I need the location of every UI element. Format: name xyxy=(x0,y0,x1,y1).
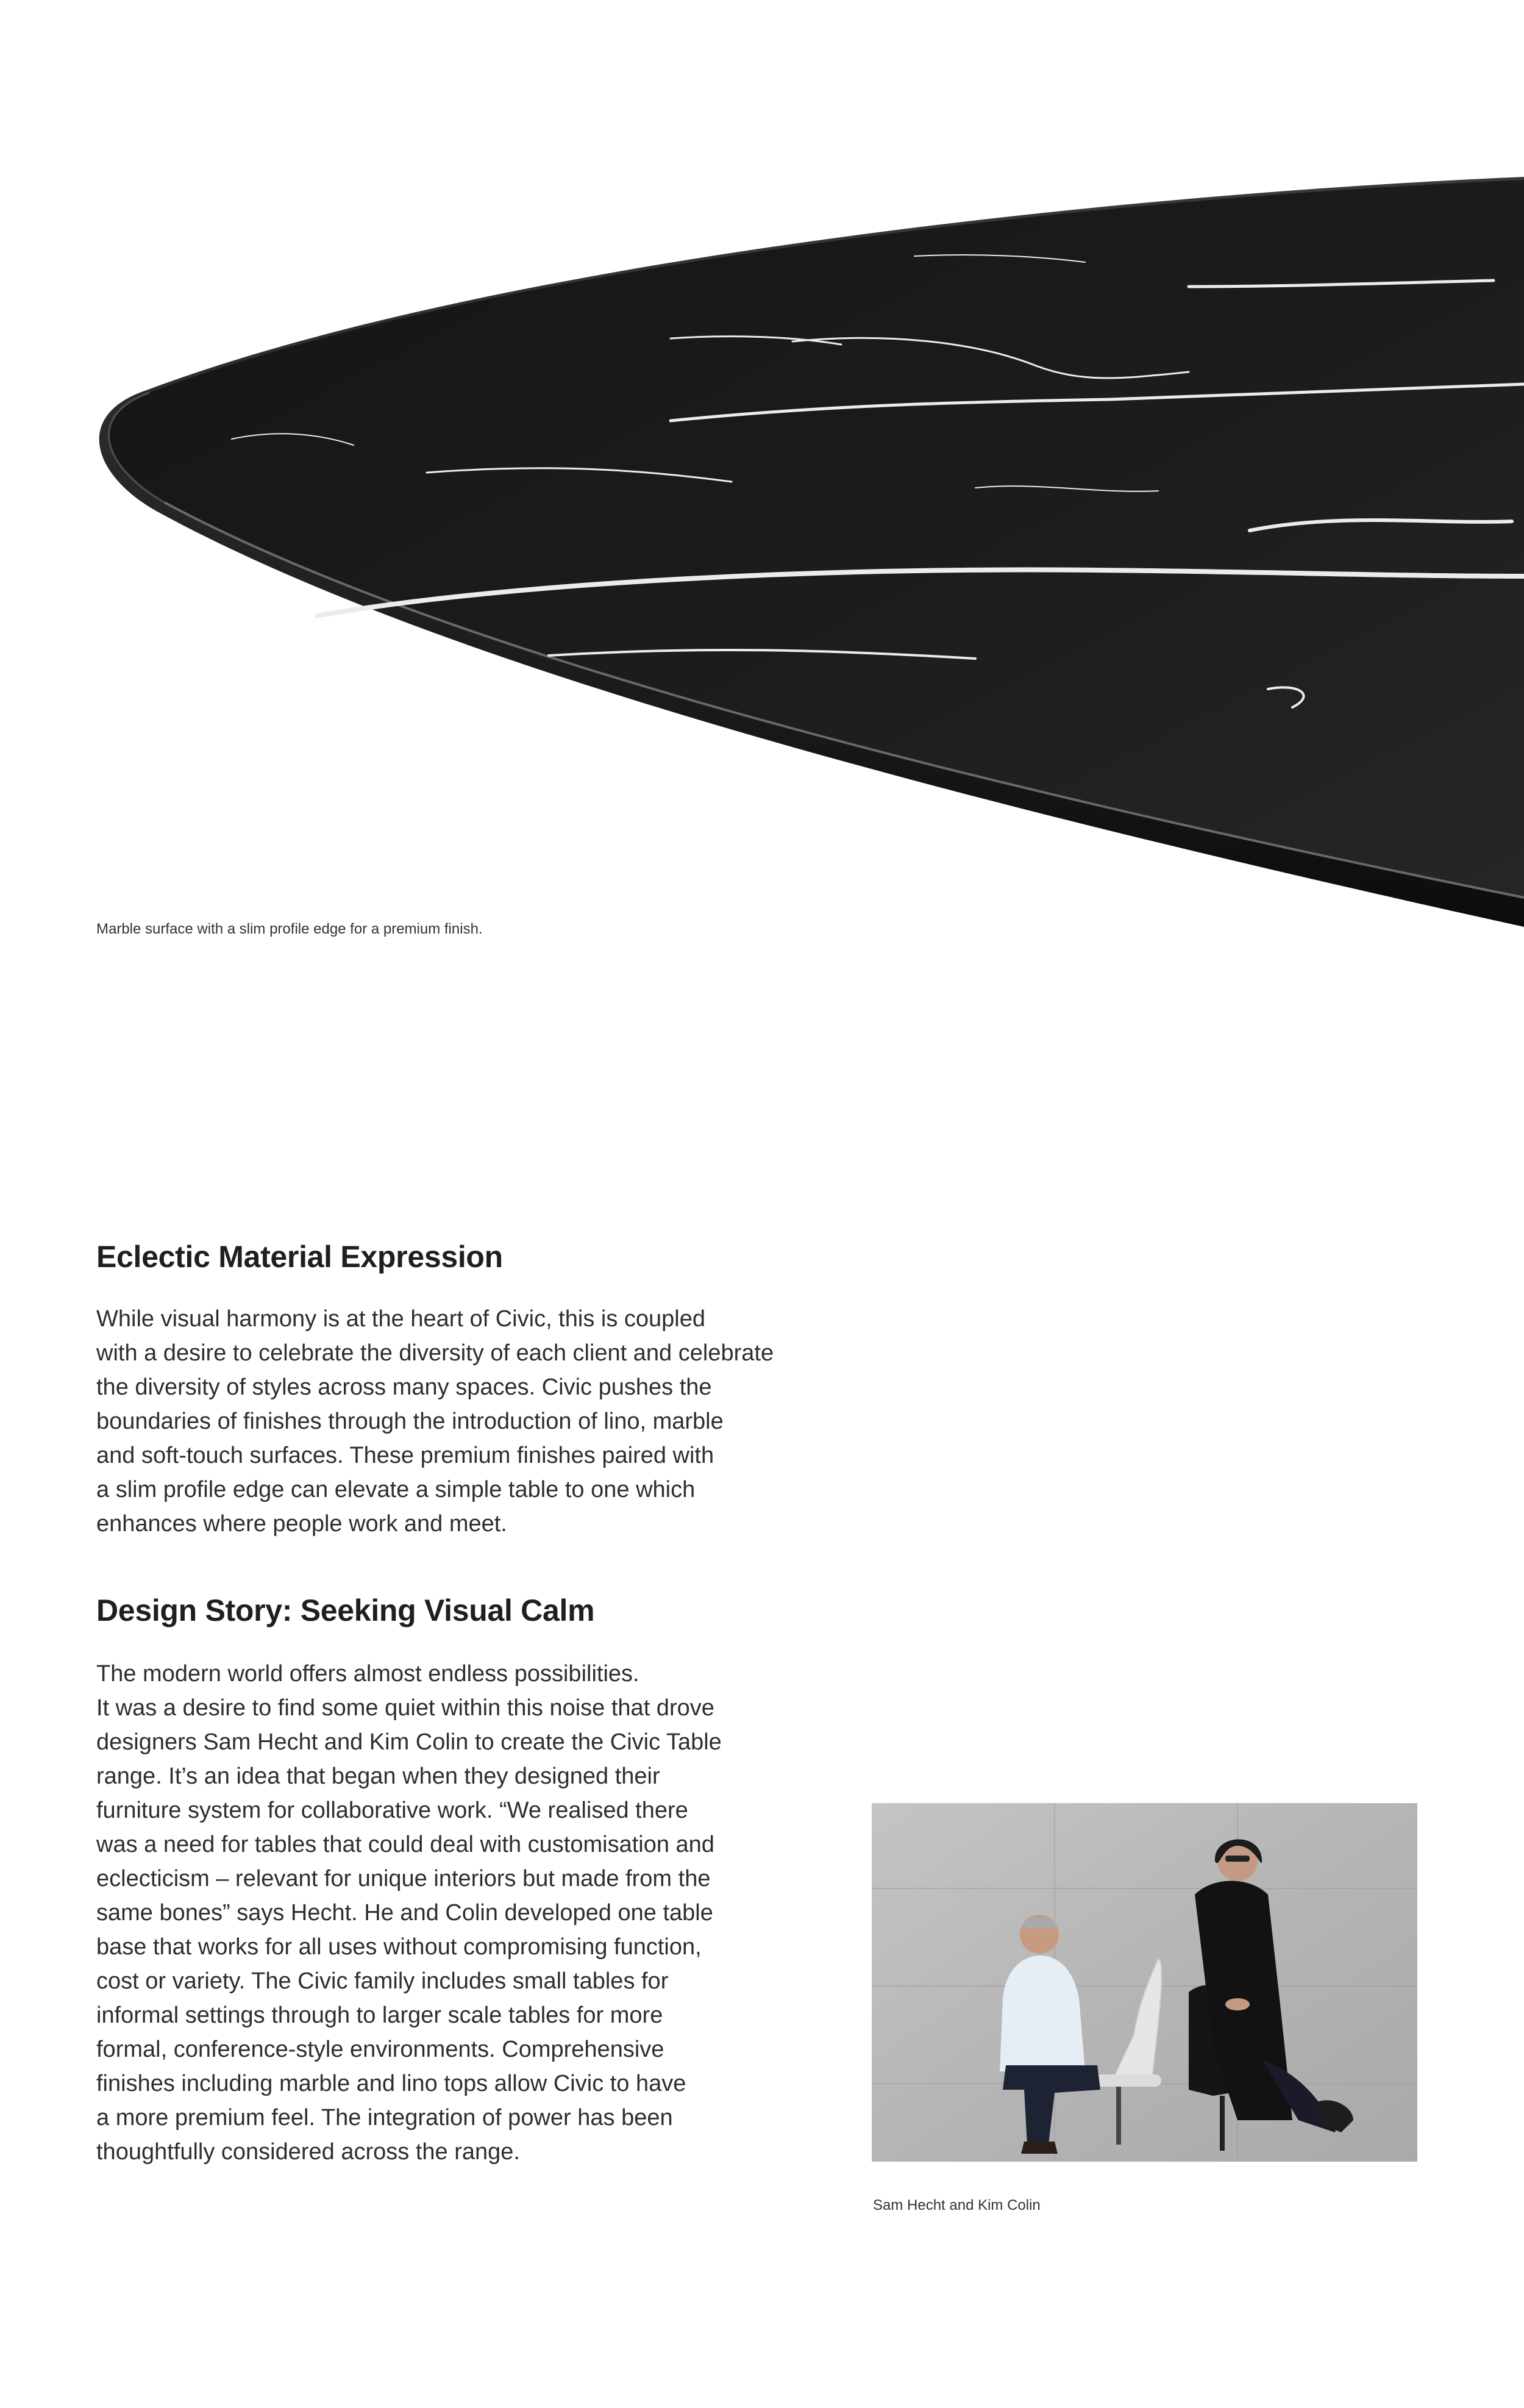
design-story-line: was a need for tables that could deal with customisation and xyxy=(96,1832,714,1857)
design-story-line: range. It’s an idea that began when they designed their xyxy=(96,1763,660,1789)
marble-image-caption: Marble surface with a slim profile edge for a premium finish. xyxy=(96,921,483,937)
eclectic-line: a slim profile edge can elevate a simple table to one which xyxy=(96,1477,696,1502)
design-story-line: base that works for all uses without compromising function, xyxy=(96,1934,702,1960)
design-story-body-text xyxy=(96,1657,761,2169)
design-story-line: The modern world offers almost endless possibilities. xyxy=(96,1661,639,1687)
eclectic-line: While visual harmony is at the heart of Civic, this is coupled xyxy=(96,1306,705,1332)
eclectic-line: enhances where people work and meet. xyxy=(96,1511,507,1537)
eclectic-line: with a desire to celebrate the diversity of each client and celebrate xyxy=(96,1340,774,1366)
designers-portrait-image xyxy=(872,1803,1417,2162)
design-story-line: formal, conference-style environments. Comprehensive xyxy=(96,2037,664,2062)
design-story-line: a more premium feel. The integration of power has been xyxy=(96,2105,673,2131)
design-story-line: It was a desire to find some quiet within this noise that drove xyxy=(96,1695,714,1721)
eclectic-body-text xyxy=(96,1302,774,1541)
design-story-line: furniture system for collaborative work. “We realised there xyxy=(96,1798,688,1823)
design-story-line: same bones” says Hecht. He and Colin developed one table xyxy=(96,1900,713,1926)
design-story-line: thoughtfully considered across the range. xyxy=(96,2139,520,2165)
eclectic-line: boundaries of finishes through the introduction of lino, marble xyxy=(96,1409,724,1434)
portrait-caption: Sam Hecht and Kim Colin xyxy=(873,2197,1041,2213)
design-story-line: cost or variety. The Civic family includes small tables for xyxy=(96,1968,669,1994)
section-heading-eclectic: Eclectic Material Expression xyxy=(96,1240,503,1274)
design-story-line: eclecticism – relevant for unique interiors but made from the xyxy=(96,1866,711,1892)
design-story-line: finishes including marble and lino tops allow Civic to have xyxy=(96,2071,686,2096)
eclectic-line: the diversity of styles across many spaces. Civic pushes the xyxy=(96,1374,712,1400)
design-story-line: informal settings through to larger scale tables for more xyxy=(96,2002,663,2028)
eclectic-line: and soft-touch surfaces. These premium finishes paired with xyxy=(96,1443,714,1468)
marble-tabletop-image xyxy=(0,0,1524,951)
section-heading-design-story: Design Story: Seeking Visual Calm xyxy=(96,1593,595,1627)
design-story-line: designers Sam Hecht and Kim Colin to create the Civic Table xyxy=(96,1729,722,1755)
